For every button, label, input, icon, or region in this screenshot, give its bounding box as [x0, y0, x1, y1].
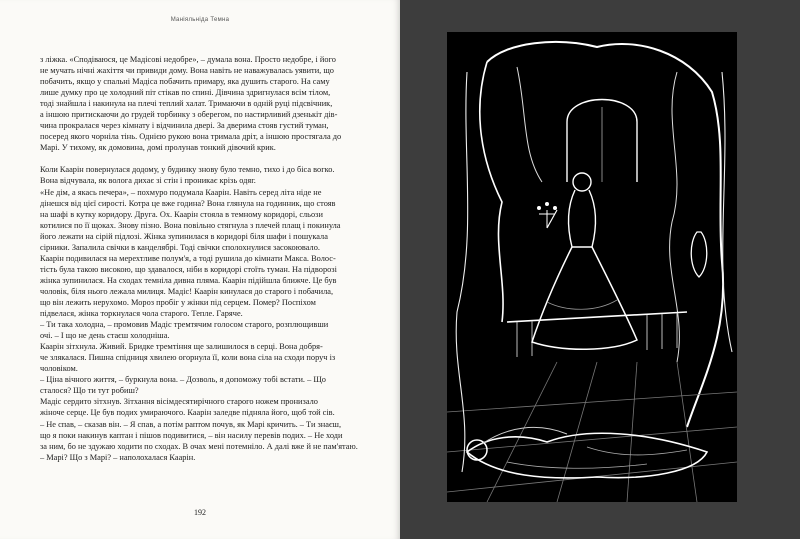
text-line: Вона відчувала, як волога дихає зі стін і проникає крізь одяг.: [40, 176, 256, 186]
paragraph-1: [40, 54, 358, 153]
text-line: тоді знайшла і накинула на плечі теплий халат. Тримаючи в одній руці підсвічник,: [40, 99, 333, 109]
text-line: побачить, якщо у спальні Мадіса побачить примару, яка душить старого. На саму: [40, 77, 330, 87]
text-line: чоловік, біля нього лежала милиця. Мадіс! Каарін кинулася до старого і побачила,: [40, 286, 334, 296]
text-line: з ліжка. «Сподіваюся, це Мадісові недобре», – думала вона. Просто недобре, і його: [40, 55, 336, 64]
text-line: на шафі в кутку коридору. Друга. Ох. Каарін стояла в темному коридорі, сльози: [40, 209, 323, 219]
text-line: сталося? Що ти тут робиш?: [40, 386, 139, 396]
text-line: че злякалася. Пишна спідниця хвилею огорнула її, коли вона сіла на сходи поруч із: [40, 353, 336, 363]
paragraph-2: [40, 164, 358, 319]
text-line: підвелася, жінка торкнулася чола старого. Тепле. Гаряче.: [40, 309, 243, 319]
text-line: дінешся від цієї сирості. Котра це вже година? Вона глянула на годинник, що стояв: [40, 198, 336, 208]
text-line: Мадіс сердито зітхнув. Зітхання вісімдесятирічного старого ножем пронизало: [40, 397, 318, 407]
dialogue: [40, 319, 358, 463]
text-line: що я поки накинув каптан і пішов подивитися, – він насилу перевів подих. – Не ходи: [40, 430, 343, 440]
text-line: тість була такою високою, що здавалося, ніби в коридорі стоїть туман. На підворозі: [40, 264, 337, 274]
text-line: котилися по її щоках. Знову пізно. Вона повільно стягнула з плечей плащ і покинула: [40, 220, 341, 230]
text-line: – Марі? Що з Марі? – наполохалася Каарін.: [40, 452, 196, 462]
text-line: очі. – І що не день стаєш холоднішa.: [40, 331, 170, 341]
page-number: 192: [194, 508, 206, 517]
text-line: – Ціна вічного життя, – буркнула вона. – Дозволь, я допоможу тобі встати. – Що: [40, 375, 326, 385]
illustration-artwork: [447, 32, 737, 502]
text-line: посеред якого чорніла тінь. Однією рукою вона тримала дріт, а іншою простягала до: [40, 132, 342, 142]
text-line: – Ти така холодна, – промовив Мадіс тремтячим голосом старого, розплющивши: [40, 320, 329, 330]
text-line: «Не дім, а якась печера», – похмуро подумала Каарін. Навіть серед літа ніде не: [40, 187, 322, 197]
right-page: [400, 0, 800, 539]
text-line: що він лежить нерухомо. Мороз пробіг у жінки під серцем. Помер? Поспіхом: [40, 297, 316, 307]
text-line: Каарін зітхнула. Живий. Бридке тремтіння ще залишилося в серці. Вона добря-: [40, 342, 323, 352]
running-head: Маніяльніда Темна: [170, 17, 230, 23]
text-line: чина прокралася через кімнату і відчинила двері. За дверима стояв густий туман,: [40, 121, 329, 131]
text-line: жіноче серце. Це був подих умираючого. Каарін заледве підняла його, щоб той сів.: [40, 408, 335, 418]
text-line: лише думку про це холодний піт стікав по спині. Дівчина здригнулася всім тілом,: [40, 88, 331, 98]
ink-illustration: [447, 32, 737, 502]
text-line: Марі. У тихому, як домовина, домі пролунав тонкий дівочий крик.: [40, 143, 276, 153]
text-line: сірники. Запалила свічки в канделябрі. Тоді свічки сполохнулися засокоювало.: [40, 242, 320, 252]
text-line: Каарін подивилася на мерехтливе полум'я, а тоді рушила до кімнати Макса. Волос-: [40, 253, 336, 263]
text-line: жінка зупинилася. На сходах темніла дивна пляма. Каарін підійшла ближче. Це був: [40, 275, 337, 285]
text-line: а іншою притискаючи до грудей торбинку з оберегом, по настирливий дзенькіт дів-: [40, 110, 338, 120]
text-line: чоловіком.: [40, 364, 78, 374]
text-line: – Не спав, – сказав він. – Я спав, а потім раптом почув, як Марі кричить. – Ти знаєш,: [40, 419, 342, 429]
text-line: за ним, бо не здужаю ходити по сходах. В очах мені потемніло. А далі вже й не пам'ятаю.: [40, 441, 358, 451]
text-line: його лежати на сірій підлозі. Жінка зупинилася в коридорі біля шафи і пошукала: [40, 231, 328, 241]
text-line: Коли Каарін повернулася додому, у будинку знову було темно, тихо і до біса вогко.: [40, 165, 335, 175]
body-text: [40, 54, 358, 463]
text-line: не мучать нічні жахіття чи привиди дому. Вона навіть не наважувалась уявити, що: [40, 66, 334, 76]
section-break: [40, 153, 358, 164]
